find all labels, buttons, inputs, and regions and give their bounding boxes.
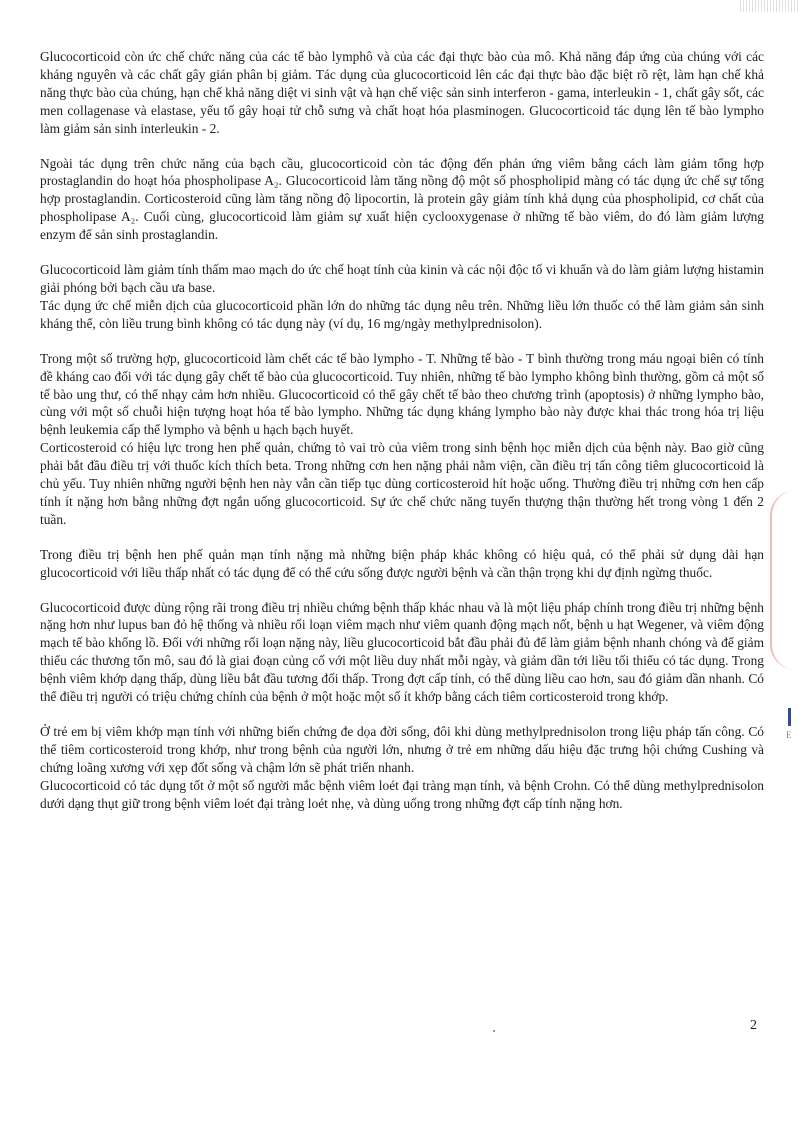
paragraph-9: Ở trẻ em bị viêm khớp mạn tính với những biến chứng đe dọa đời sống, đôi khi dùng methylprednisolon trong liệu pháp tấn công. Có thể tiêm corticosteroid trong khớp, như trong bệnh của người lớn, nhưng ở trẻ em những dấu hiệu đặc trưng hội chứng Cushing và chứng loãng xương với xẹp đốt sống và chậm lớn sẽ phát triển nhanh. bbox=[40, 724, 764, 775]
paragraph-7: Trong điều trị bệnh hen phế quản mạn tính nặng mà những biện pháp khác không có hiệu quả, có thể phải sử dụng dài hạn glucocorticoid với liều thấp nhất có tác dụng để có thể cứu sống được người bệnh và cần thận trọng khi dự định ngừng thuốc. bbox=[40, 546, 764, 580]
stamp-edge-mark bbox=[770, 490, 796, 670]
margin-glyph: Ε bbox=[786, 730, 792, 740]
paragraph-8: Glucocorticoid được dùng rộng rãi trong điều trị nhiều chứng bệnh thấp khác nhau và là một liệu pháp chính trong điều trị những bệnh nặng hơn như lupus ban đỏ hệ thống và nhiều rối loạn viêm mạch như viêm quanh động mạch nốt, bệnh u hạt Wegener, và viêm động mạch tế bào khổng lồ. Đối với những rối loạn nặng này, liều glucocorticoid bắt đầu phải đủ để làm giảm bệnh nhanh chóng và để giảm thiểu các thương tổn mô, sau đó là giai đoạn củng cố với một liều duy nhất mỗi ngày, và giảm dần tới liều tối thiểu có tác dụng. Trong bệnh viêm khớp dạng thấp, dùng liều bắt đầu tương đối thấp. Trong đợt cấp tính, có thể dùng liều cao hơn, sau đó giảm dần nhanh. Có thể điều trị người có triệu chứng chính của bệnh ở một hoặc một số ít khớp bằng cách tiêm corticosteroid trong khớp. bbox=[40, 599, 764, 705]
paragraph-5: Trong một số trường hợp, glucocorticoid làm chết các tế bào lympho - T. Những tế bào - T bình thường trong máu ngoại biên có tính đề kháng cao đối với tác dụng gây chết tế bào của glucocorticoid. Tuy nhiên, những tế bào lympho không bình thường, gồm cả một số tế bào ung thư, có thể nhạy cảm hơn nhiều. Glucocorticoid có thể gây chết tế bào theo chương trình (apoptosis) ở những lympho bào, cùng với một số chuỗi hiện tượng hoạt hóa tế bào lympho. Những tác dụng kháng lympho bào này được khai thác trong hóa trị liệu bệnh leukemia cấp thể lympho và bệnh u hạch bạch huyết. bbox=[40, 350, 764, 438]
paragraph-4: Tác dụng ức chế miễn dịch của glucocorticoid phần lớn do những tác dụng nêu trên. Những liều lớn thuốc có thể làm giảm sản sinh kháng thể, còn liều trung bình không có tác dụng này (ví dụ, 16 mg/ngày methylprednisolon). bbox=[40, 297, 764, 331]
document-body bbox=[40, 48, 764, 830]
paragraph-2: Ngoài tác dụng trên chức năng của bạch cầu, glucocorticoid còn tác động đến phản ứng viêm bằng cách làm giảm tổng hợp prostaglandin do hoạt hóa phospholipase A₂. Glucocorticoid làm tăng nồng độ một số phospholipid màng có tác dụng ức chế sự tổng hợp prostaglandin. Corticosteroid cũng làm tăng nồng độ lipocortin, là protein gây giảm tính khả dụng của phospholipid, cơ chất của phospholipase A₂. Cuối cùng, glucocorticoid làm giảm sự xuất hiện cyclooxygenase ở những tế bào viêm, do đó làm giảm lượng enzym để sản sinh prostaglandin. bbox=[40, 155, 764, 243]
scan-dot bbox=[493, 1030, 495, 1032]
paragraph-3: Glucocorticoid làm giảm tính thấm mao mạch do ức chế hoạt tính của kinin và các nội độc tố vi khuẩn và do làm giảm lượng histamin giải phóng bởi bạch cầu ưa base. bbox=[40, 262, 764, 295]
paragraph-6: Corticosteroid có hiệu lực trong hen phế quản, chứng tỏ vai trò của viêm trong sinh bệnh học miễn dịch của bệnh này. Bao giờ cũng phải bắt đầu điều trị với thuốc kích thích beta. Trong những cơn hen nặng phải nằm viện, cần điều trị tấn công tiêm glucocorticoid là chủ yếu. Tuy nhiên những người bệnh hen này vẫn cần tiếp tục dùng corticosteroid hít hoặc uống. Thường điều trị những cơn hen cấp tính ít nặng hơn bằng những đợt ngắn uống glucocorticoid. Sự ức chế chức năng tuyến thượng thận thường hết trong vòng 1 đến 2 tuần. bbox=[40, 440, 764, 527]
paragraph-10: Glucocorticoid có tác dụng tốt ở một số người mắc bệnh viêm loét đại tràng mạn tính, và bệnh Crohn. Có thể dùng methylprednisolon dưới dạng thụt giữ trong bệnh viêm loét đại tràng loét nhẹ, và dùng uống trong những đợt cấp tính nặng hơn. bbox=[40, 777, 764, 811]
page-number: 2 bbox=[750, 1018, 757, 1033]
scan-corner-artifact bbox=[740, 0, 800, 12]
paragraph-1: Glucocorticoid còn ức chế chức năng của các tế bào lymphô và của các đại thực bào của mô. Khả năng đáp ứng của chúng với các kháng nguyên và các chất gây gián phân bị giảm. Tác dụng của glucocorticoid lên các đại thực bào đặc biệt rõ rệt, làm hạn chế khả năng thực bào của chúng, hạn chế khả năng diệt vi sinh vật và hạn chế việc sản sinh interferon - gama, interleukin - 1, chất gây sốt, các men collagenase và elastase, yếu tố gây hoại tử chỗ sưng và chất hoạt hóa plasminogen. Glucocorticoid tác dụng lên tế bào lympho làm giảm sản sinh interleukin - 2. bbox=[40, 49, 764, 136]
margin-pen-mark bbox=[788, 708, 791, 726]
